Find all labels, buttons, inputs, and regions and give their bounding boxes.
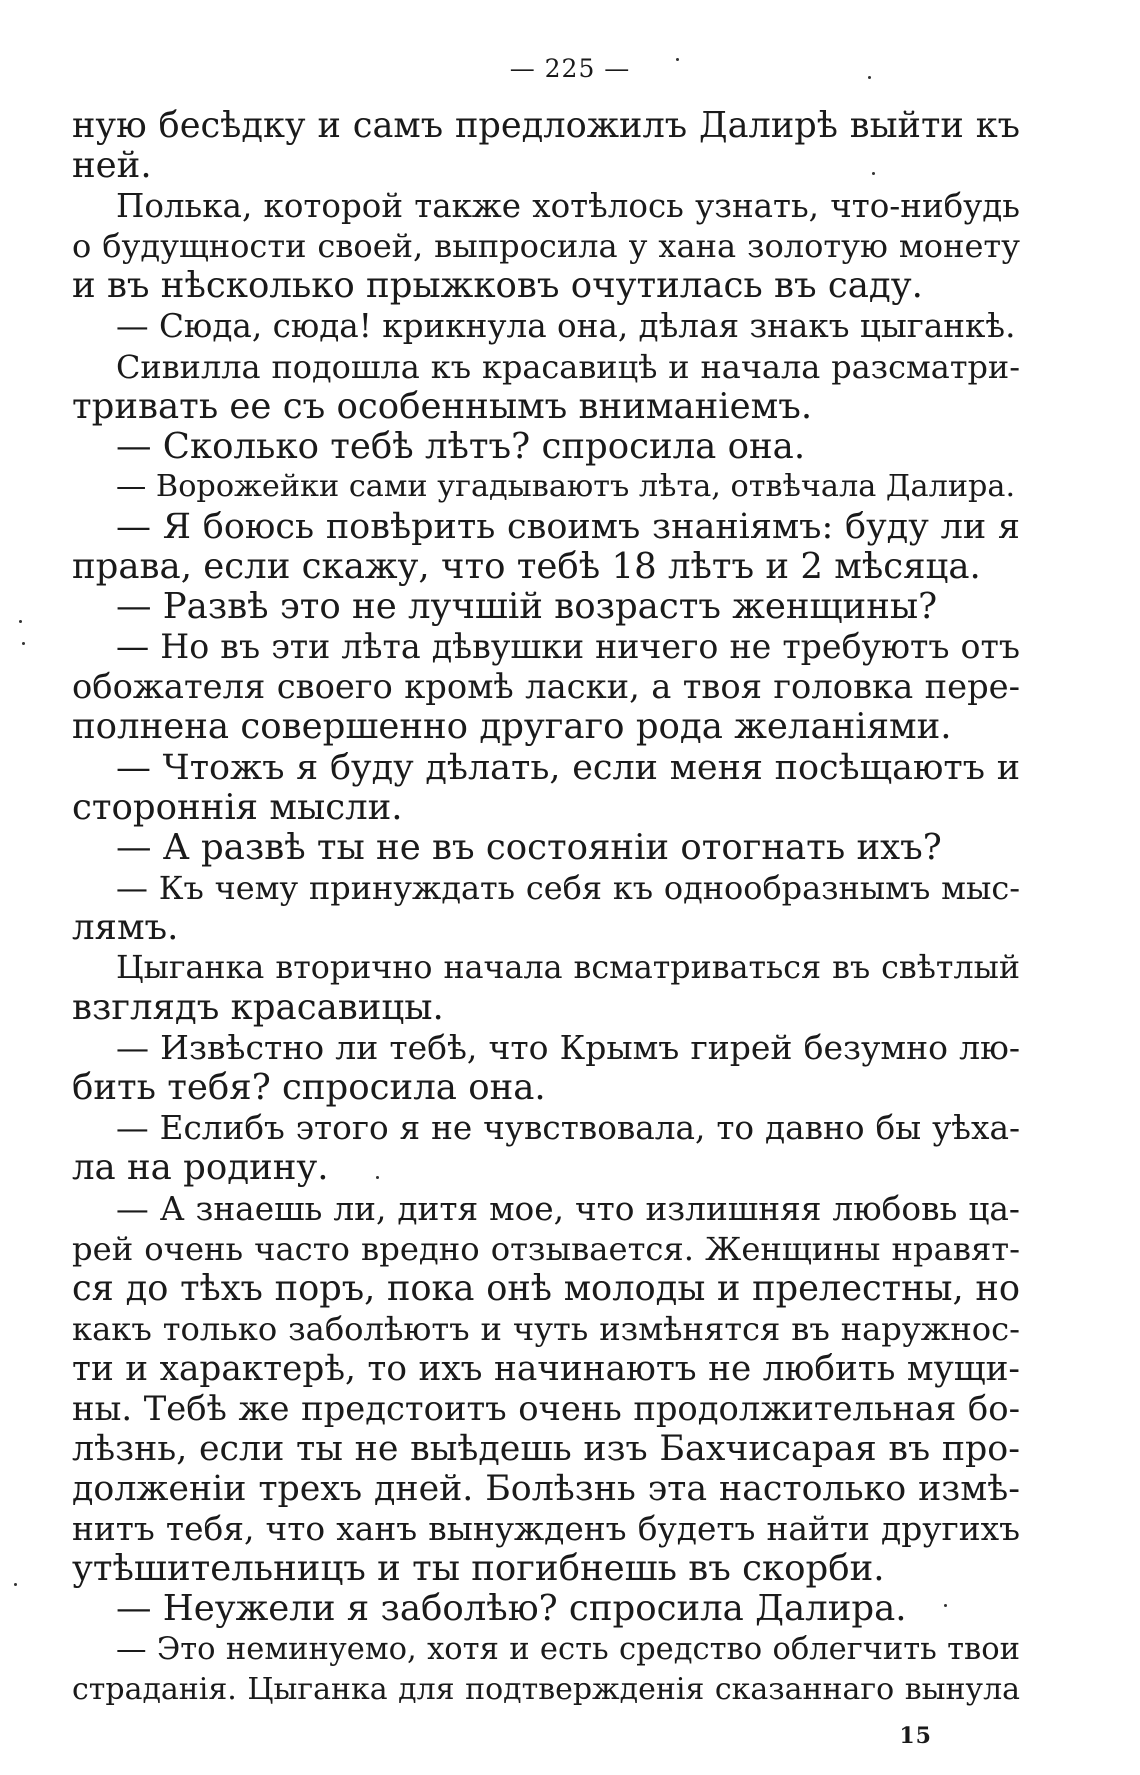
text-line: взглядъ красавицы. [72,988,444,1029]
text-line: — Но въ эти лѣта дѣвушки ничего не требуютъ отъ [116,627,1020,667]
text-line: утѣшительницъ и ты погибнешь въ скорби. [72,1549,885,1590]
page-number: — 225 — [509,54,631,83]
print-speck [944,1604,947,1607]
text-line: — Это неминуемо, хотя и есть средство облегчить твои [116,1631,1020,1667]
text-line: ти и характерѣ, то ихъ начинаютъ не любить мущи- [72,1348,1020,1389]
text-line: — Развѣ это не лучшій возрастъ женщины? [116,587,938,628]
print-speck [868,76,871,79]
text-line: — А знаешь ли, дитя мое, что излишняя любовь ца- [116,1189,1020,1228]
text-line: — А развѣ ты не въ состояніи отогнать ихъ? [116,827,942,868]
text-line: права, если скажу, что тебѣ 18 лѣтъ и 2 мѣсяца. [72,547,981,588]
page-body-text [72,106,1020,1710]
text-line: — Я боюсь повѣрить своимъ знаніямъ: буду ли я [116,506,1020,547]
print-speck [676,58,679,61]
text-line: — Чтожъ я буду дѣлать, если меня посѣщаютъ и [116,747,1020,788]
text-line: долженіи трехъ дней. Болѣзнь эта настолько измѣ- [72,1469,1020,1510]
text-line: Цыганка вторично начала всматриваться въ свѣтлый [116,949,1020,986]
text-line: — Къ чему принуждать себя къ однообразнымъ мыс- [116,868,1020,907]
print-speck [19,620,22,623]
text-line: ную бесѣдку и самъ предложилъ Далирѣ выйти къ [72,106,1020,146]
text-line: ны. Тебѣ же предстоитъ очень продолжительная бо- [72,1389,1020,1428]
print-speck [872,172,875,175]
text-line: страданія. Цыганка для подтвержденія сказаннаго вынула [72,1671,1020,1707]
text-line: бить тебя? спросила она. [72,1068,546,1109]
text-line: Сивилла подошла къ красавицѣ и начала разсматри- [116,347,1020,386]
printer-signature-mark: 15 [899,1723,932,1749]
text-line: рей очень часто вредно отзывается. Женщины нравят- [72,1229,1020,1268]
text-line: — Еслибъ этого я не чувствовала, то давно бы уѣха- [116,1109,1020,1148]
print-speck [22,642,25,645]
text-line: ла на родину. [72,1148,329,1189]
text-line: — Сюда, сюда! крикнула она, дѣлая знакъ цыганкѣ. [116,307,1016,346]
text-line: обожателя своего кромѣ ласки, а твоя головка пере- [72,667,1020,707]
text-line: тривать ее съ особеннымъ вниманіемъ. [72,386,813,427]
text-line: полнена совершенно другаго рода желаніями. [72,707,952,748]
text-line: лѣзнь, если ты не выѣдешь изъ Бахчисарая въ про- [72,1429,1020,1470]
print-speck [376,1176,379,1179]
text-line: — Сколько тебѣ лѣтъ? спросила она. [116,426,806,467]
text-line: стороннія мысли. [72,787,403,828]
text-line: лямъ. [72,907,179,948]
text-line: ся до тѣхъ поръ, пока онѣ молоды и прелестны, но [72,1268,1020,1309]
text-line: — Неужели я заболѣю? спросила Далира. [116,1589,907,1630]
text-line: Полька, которой также хотѣлось узнать, что-нибудь [116,187,1020,226]
text-line: — Извѣстно ли тебѣ, что Крымъ гирей безумно лю- [116,1028,1020,1068]
print-speck [14,1583,17,1586]
text-line: о будущности своей, выпросила у хана золотую монету [72,227,1020,266]
text-line: какъ только заболѣютъ и чуть измѣнятся въ наружнос- [72,1309,1020,1348]
text-line: ней. [72,146,152,187]
text-line: нитъ тебя, что ханъ вынужденъ будетъ найти другихъ [72,1510,1020,1549]
text-line: и въ нѣсколько прыжковъ очутилась въ саду. [72,266,923,307]
text-line: — Ворожейки сами угадываютъ лѣта, отвѣчала Далира. [116,468,1016,504]
